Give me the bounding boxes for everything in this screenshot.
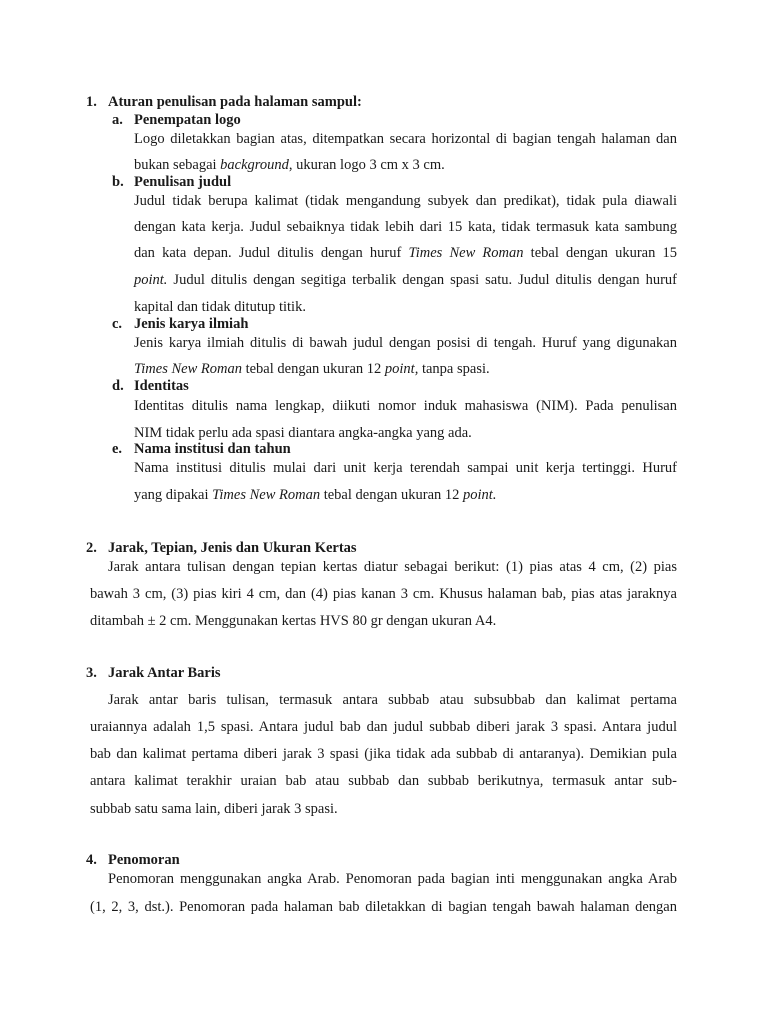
subsection-1e-line-1: Nama institusi ditulis mulai dari unit kerja terendah sampai unit kerja tertinggi. Huruf: [134, 460, 677, 476]
section-3-line-4: antara kalimat terakhir uraian bab atau subbab dan subbab berikutnya, termasuk antar sub-: [90, 773, 677, 789]
subsection-1b-line-2: dengan kata kerja. Judul sebaiknya tidak lebih dari 15 kata, tidak termasuk kata sambung: [134, 219, 677, 235]
subsection-1c-line-2: Times New Roman tebal dengan ukuran 12 point, tanpa spasi.: [134, 361, 490, 377]
section-4-line-2: (1, 2, 3, dst.). Penomoran pada halaman bab diletakkan di bagian tengah bawah halaman dengan: [90, 899, 677, 915]
section-3-line-1: Jarak antar baris tulisan, termasuk antara subbab atau subsubbab dan kalimat pertama: [108, 692, 677, 708]
subsection-1d-line-1: Identitas ditulis nama lengkap, diikuti nomor induk mahasiswa (NIM). Pada penulisan: [134, 398, 677, 414]
subsection-1c-title: c. Jenis karya ilmiah: [112, 316, 249, 332]
section-3-title: 3. Jarak Antar Baris: [86, 665, 221, 681]
subsection-1b-line-4: point. Judul ditulis dengan segitiga terbalik dengan spasi satu. Judul ditulis dengan huruf: [134, 272, 677, 288]
section-3-line-3: bab dan kalimat pertama diberi jarak 3 spasi (jika tidak ada subbab di antaranya). Demikian pula: [90, 746, 677, 762]
subsection-1b-line-3: dan kata depan. Judul ditulis dengan huruf Times New Roman tebal dengan ukuran 15: [134, 245, 677, 261]
section-2-line-2: bawah 3 cm, (3) pias kiri 4 cm, dan (4) pias kanan 3 cm. Khusus halaman bab, pias atas jaraknya: [90, 586, 677, 602]
subsection-1a-title: a. Penempatan logo: [112, 112, 241, 128]
section-2-line-3: ditambah ± 2 cm. Menggunakan kertas HVS 80 gr dengan ukuran A4.: [90, 613, 497, 629]
section-4-line-1: Penomoran menggunakan angka Arab. Penomoran pada bagian inti menggunakan angka Arab: [108, 871, 677, 887]
section-2-line-1: Jarak antara tulisan dengan tepian kertas diatur sebagai berikut: (1) pias atas 4 cm, (2) pias: [108, 559, 677, 575]
subsection-1d-title: d. Identitas: [112, 378, 189, 394]
subsection-1c-line-1: Jenis karya ilmiah ditulis di bawah judul dengan posisi di tengah. Huruf yang digunakan: [134, 335, 677, 351]
subsection-1e-title: e. Nama institusi dan tahun: [112, 441, 291, 457]
subsection-1d-line-2: NIM tidak perlu ada spasi diantara angka-angka yang ada.: [134, 425, 472, 441]
section-3-line-5: subbab satu sama lain, diberi jarak 3 spasi.: [90, 801, 338, 817]
subsection-1e-line-2: yang dipakai Times New Roman tebal dengan ukuran 12 point.: [134, 487, 497, 503]
section-1-title: 1. Aturan penulisan pada halaman sampul:: [86, 94, 362, 110]
subsection-1b-line-5: kapital dan tidak ditutup titik.: [134, 299, 306, 315]
subsection-1b-title: b. Penulisan judul: [112, 174, 232, 190]
subsection-1a-line-2: bukan sebagai background, ukuran logo 3 cm x 3 cm.: [134, 157, 445, 173]
subsection-1b-line-1: Judul tidak berupa kalimat (tidak mengandung subyek dan predikat), tidak pula diawali: [134, 193, 677, 209]
section-4-title: 4. Penomoran: [86, 852, 180, 868]
subsection-1a-line-1: Logo diletakkan bagian atas, ditempatkan secara horizontal di bagian tengah halaman dan: [134, 131, 677, 147]
section-2-title: 2. Jarak, Tepian, Jenis dan Ukuran Kertas: [86, 540, 357, 556]
section-3-line-2: uraiannya adalah 1,5 spasi. Antara judul bab dan judul subbab diberi jarak 3 spasi. Antara judul: [90, 719, 677, 735]
